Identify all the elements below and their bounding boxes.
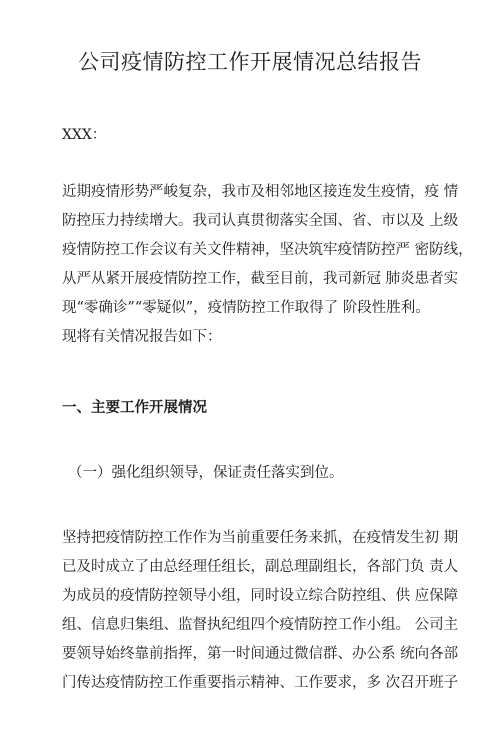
section-heading: 一、主要工作开展情况: [62, 399, 207, 416]
paragraph-line: 门传达疫情防控工作重要指示精神、工作要求，多 次召开班子: [62, 675, 459, 691]
paragraph-line: 组、信息归集组、监督执纪组四个疫情防控工作小组。 公司主: [62, 617, 459, 633]
paragraph-line: 近期疫情形势严峻复杂，我市及相邻地区接连发生疫情，疫 情: [62, 184, 459, 200]
paragraph-line: 疫情防控工作会议有关文件精神，坚决筑牢疫情防控严 密防线，: [62, 242, 473, 258]
document-title: 公司疫情防控工作开展情况总结报告: [78, 50, 422, 74]
paragraph-line: 坚持把疫情防控工作作为当前重要任务来抓，在疫情发生初 期: [62, 530, 459, 546]
paragraph-intro: [62, 178, 473, 352]
paragraph-line: 防控压力持续增大。我司认真贯彻落实全国、省、市以及 上级: [62, 213, 459, 229]
salutation: XXX：: [62, 127, 106, 143]
paragraph-line: 现“零确诊”“零疑似”，疫情防控工作取得了 阶段性胜利。: [62, 300, 430, 316]
paragraph-line: 为成员的疫情防控领导小组，同时设立综合防控组、供 应保障: [62, 588, 459, 604]
paragraph-line: 现将有关情况报告如下：: [62, 329, 222, 345]
paragraph-line: 已及时成立了由总经理任组长，副总理副组长，各部门负 责人: [62, 559, 459, 575]
paragraph-line: 要领导始终靠前指挥，第一时间通过微信群、办公系 统向各部: [62, 646, 459, 662]
paragraph-body: [62, 524, 459, 698]
subsection-heading: （一）强化组织领导，保证责任落实到位。: [68, 465, 344, 481]
paragraph-line: 从严从紧开展疫情防控工作，截至目前，我司新冠 肺炎患者实: [62, 271, 459, 287]
